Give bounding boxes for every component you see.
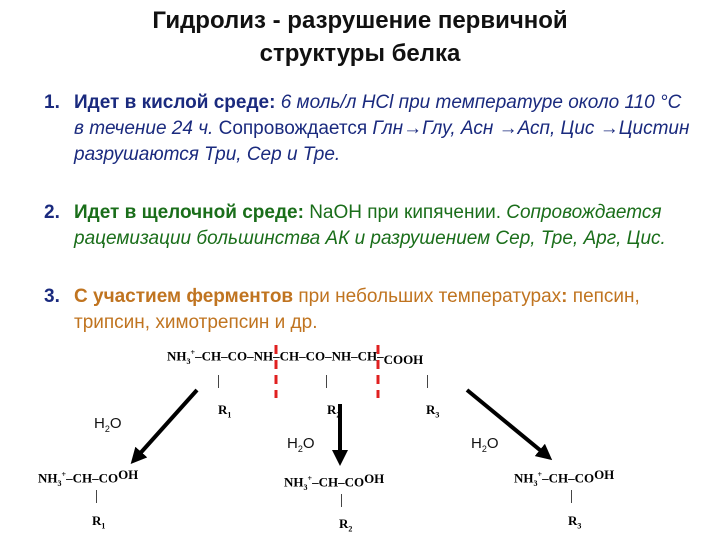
subscript: 2 (348, 524, 353, 534)
subscript: 3 (435, 410, 440, 420)
product-amino-acid-3 (514, 467, 615, 488)
oh-group: OH (118, 467, 139, 483)
radical-r3 (426, 402, 439, 420)
side-chain-bond-2: | (325, 373, 329, 389)
nh3-group: NH (38, 470, 58, 486)
water-h: H (471, 435, 482, 452)
charge: + (190, 348, 196, 357)
item-number: 1. (44, 92, 60, 113)
item-heading: С участием ферментов (74, 286, 294, 307)
product-bond-3: | (570, 488, 574, 504)
radical-letter: R (339, 516, 349, 531)
subscript: 3 (57, 478, 62, 488)
product-bond-1: | (95, 488, 99, 504)
subscript: 3 (533, 478, 538, 488)
oh-group: OH (594, 467, 615, 483)
product-amino-acid-2 (284, 471, 385, 492)
nh3-group: NH (514, 470, 534, 486)
arrow-left (136, 390, 197, 458)
oh-group: OH (364, 471, 385, 487)
product-chain: –CH–CO (66, 470, 119, 486)
subscript: 3 (186, 356, 191, 366)
peptide-chain: –CH–CO–NH–CH–CO–NH–CH– (195, 348, 384, 364)
subscript: 3 (577, 521, 582, 531)
item-heading: Идет в кислой среде: (74, 92, 276, 113)
product-radical-3 (568, 513, 581, 531)
water-h: H (94, 415, 105, 432)
product-radical-2 (339, 516, 352, 534)
item-conditions: 6 моль/л HCl при температуре около 110 °С в течение 24 ч. (74, 92, 682, 139)
item-number: 2. (44, 202, 60, 223)
item-prefix: Сопровождается (218, 118, 368, 139)
side-chain-bond-1: | (217, 373, 221, 389)
subscript: 1 (227, 410, 232, 420)
water-label-center (287, 435, 315, 454)
nh3-group: NH (284, 474, 304, 490)
radical-r1 (218, 402, 231, 420)
peptide-formula (167, 348, 423, 366)
subscript: 1 (101, 521, 106, 531)
radical-letter: R (92, 513, 102, 528)
item-colon: : (561, 286, 568, 307)
title-line-1: Гидролиз - разрушение первичной (152, 7, 568, 34)
water-o: O (486, 435, 499, 452)
subscript: 2 (297, 444, 303, 454)
item-detail: Глн→Глу, Асн →Асп, Цис →Цистин разрушаются Три, Сер и Тре. (74, 118, 690, 165)
radical-letter: R (327, 402, 337, 417)
item-conditions: при небольших температурах (298, 286, 562, 307)
nh3-group: NH (167, 348, 187, 364)
radical-letter: R (218, 402, 228, 417)
subscript: 3 (303, 482, 308, 492)
subscript: 2 (336, 410, 341, 420)
item-conditions: NaOH при кипячении. (309, 202, 501, 223)
water-o: O (109, 415, 122, 432)
charge: + (537, 470, 543, 479)
radical-letter: R (568, 513, 578, 528)
water-label-right (471, 435, 499, 454)
product-chain: –CH–CO (312, 474, 365, 490)
item-detail: Сопровождается рацемизации большинства АК и разрушением Сер, Тре, Арг, Цис. (74, 202, 666, 249)
product-chain: –CH–CO (542, 470, 595, 486)
radical-letter: R (426, 402, 436, 417)
item-detail: пепсин, трипсин, химотрепсин и др. (74, 286, 640, 333)
item-heading: Идет в щелочной среде: (74, 202, 304, 223)
product-amino-acid-1 (38, 467, 139, 488)
charge: + (307, 474, 313, 483)
water-label-left (94, 415, 122, 434)
product-radical-1 (92, 513, 105, 531)
subscript: 2 (481, 444, 487, 454)
item-number: 3. (44, 286, 60, 307)
product-bond-2: | (340, 492, 344, 508)
water-h: H (287, 435, 298, 452)
subscript: 2 (104, 424, 110, 434)
title-line-2: структуры белка (259, 40, 461, 67)
cooh-group: COOH (383, 352, 424, 368)
water-o: O (302, 435, 315, 452)
charge: + (61, 470, 67, 479)
side-chain-bond-3: | (426, 373, 430, 389)
radical-r2 (327, 402, 340, 420)
